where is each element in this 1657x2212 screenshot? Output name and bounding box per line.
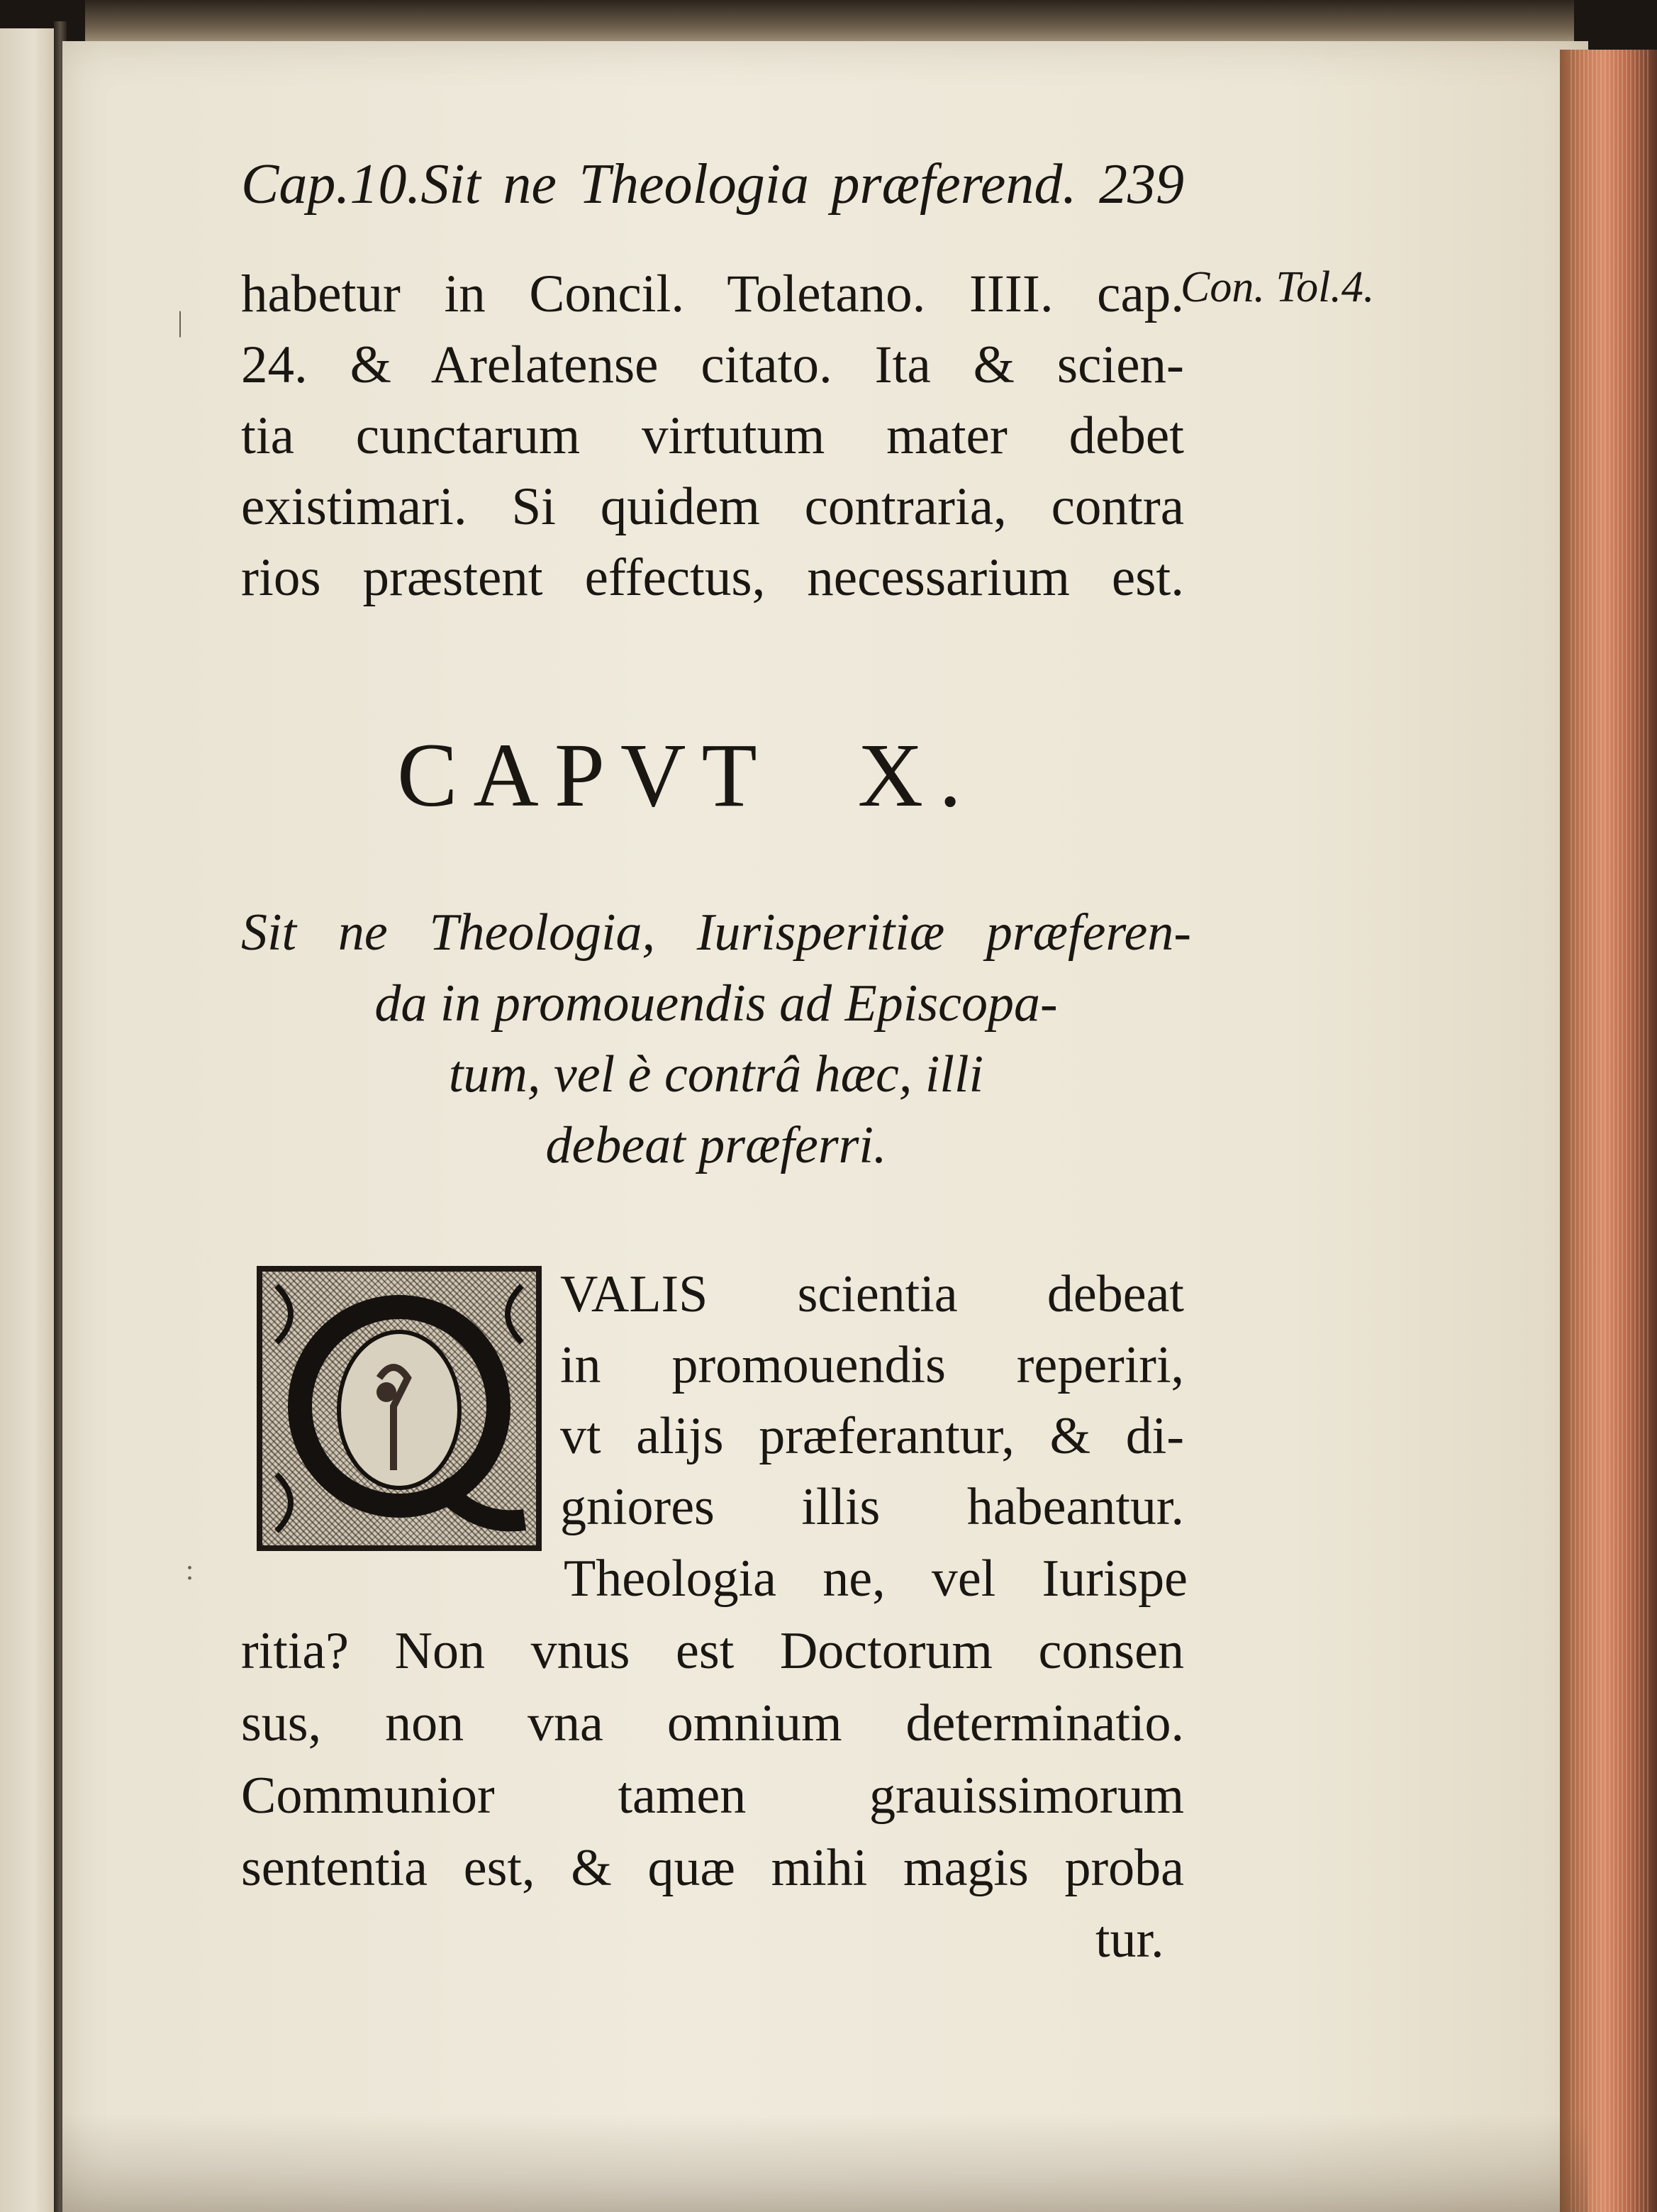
running-header: Cap.10.Sit ne Theologia præferend. 239 (241, 153, 1184, 216)
text-line: sententia est, & quæ mihi magis proba (241, 1839, 1184, 1897)
text-line: in promouendis reperiri, (560, 1336, 1184, 1394)
subtitle-line: debeat præferri. (545, 1116, 887, 1174)
decorated-initial (257, 1266, 542, 1551)
facing-page-edge (0, 28, 57, 2212)
subtitle-line: da in promouendis ad Episcopa- (374, 974, 1058, 1033)
subtitle-line: tum, vel è contrâ hæc, illi (448, 1045, 984, 1104)
margin-mark: : (186, 1554, 194, 1586)
text-line: Theologia ne, vel Iurispe (564, 1550, 1188, 1608)
chapter-subtitle (241, 897, 1191, 1181)
text-line: habetur in Concil. Toletano. IIII. cap. (241, 265, 1184, 323)
ornament-icon (262, 1272, 536, 1545)
text-line: VALIS scientia debeat (560, 1265, 1184, 1323)
text-line: rios præstent effectus, necessarium est. (241, 548, 1184, 607)
chapter-heading (397, 723, 1021, 828)
text-line: vt alijs præferantur, & di- (560, 1407, 1184, 1465)
chapter-word: CAPVT (397, 725, 773, 826)
text-line: 24. & Arelatense citato. Ita & scien- (241, 335, 1184, 394)
subtitle-line: Sit ne Theologia, Iurisperitiæ præferen- (241, 904, 1191, 962)
page-bottom-shadow (62, 2113, 1588, 2212)
margin-mark: | (177, 306, 184, 338)
margin-note: Con. Tol.4. (1181, 263, 1375, 311)
top-paragraph (241, 259, 1191, 613)
fore-edge-texture (1570, 50, 1648, 2212)
last-word: tur. (1095, 1911, 1164, 1969)
chapter-number: X. (857, 725, 978, 826)
text-line: ritia? Non vnus est Doctorum consen (241, 1622, 1184, 1680)
body-beside-initial (560, 1259, 1184, 1543)
text-line: gniores illis habeantur. (560, 1478, 1184, 1536)
text-line: tia cunctarum virtutum mater debet (241, 406, 1184, 465)
text-line: sus, non vna omnium determinatio. (241, 1694, 1184, 1752)
text-line: existimari. Si quidem contraria, contra (241, 477, 1184, 536)
text-line: Communior tamen grauissimorum (241, 1767, 1184, 1825)
body-paragraph (241, 1543, 1191, 1904)
